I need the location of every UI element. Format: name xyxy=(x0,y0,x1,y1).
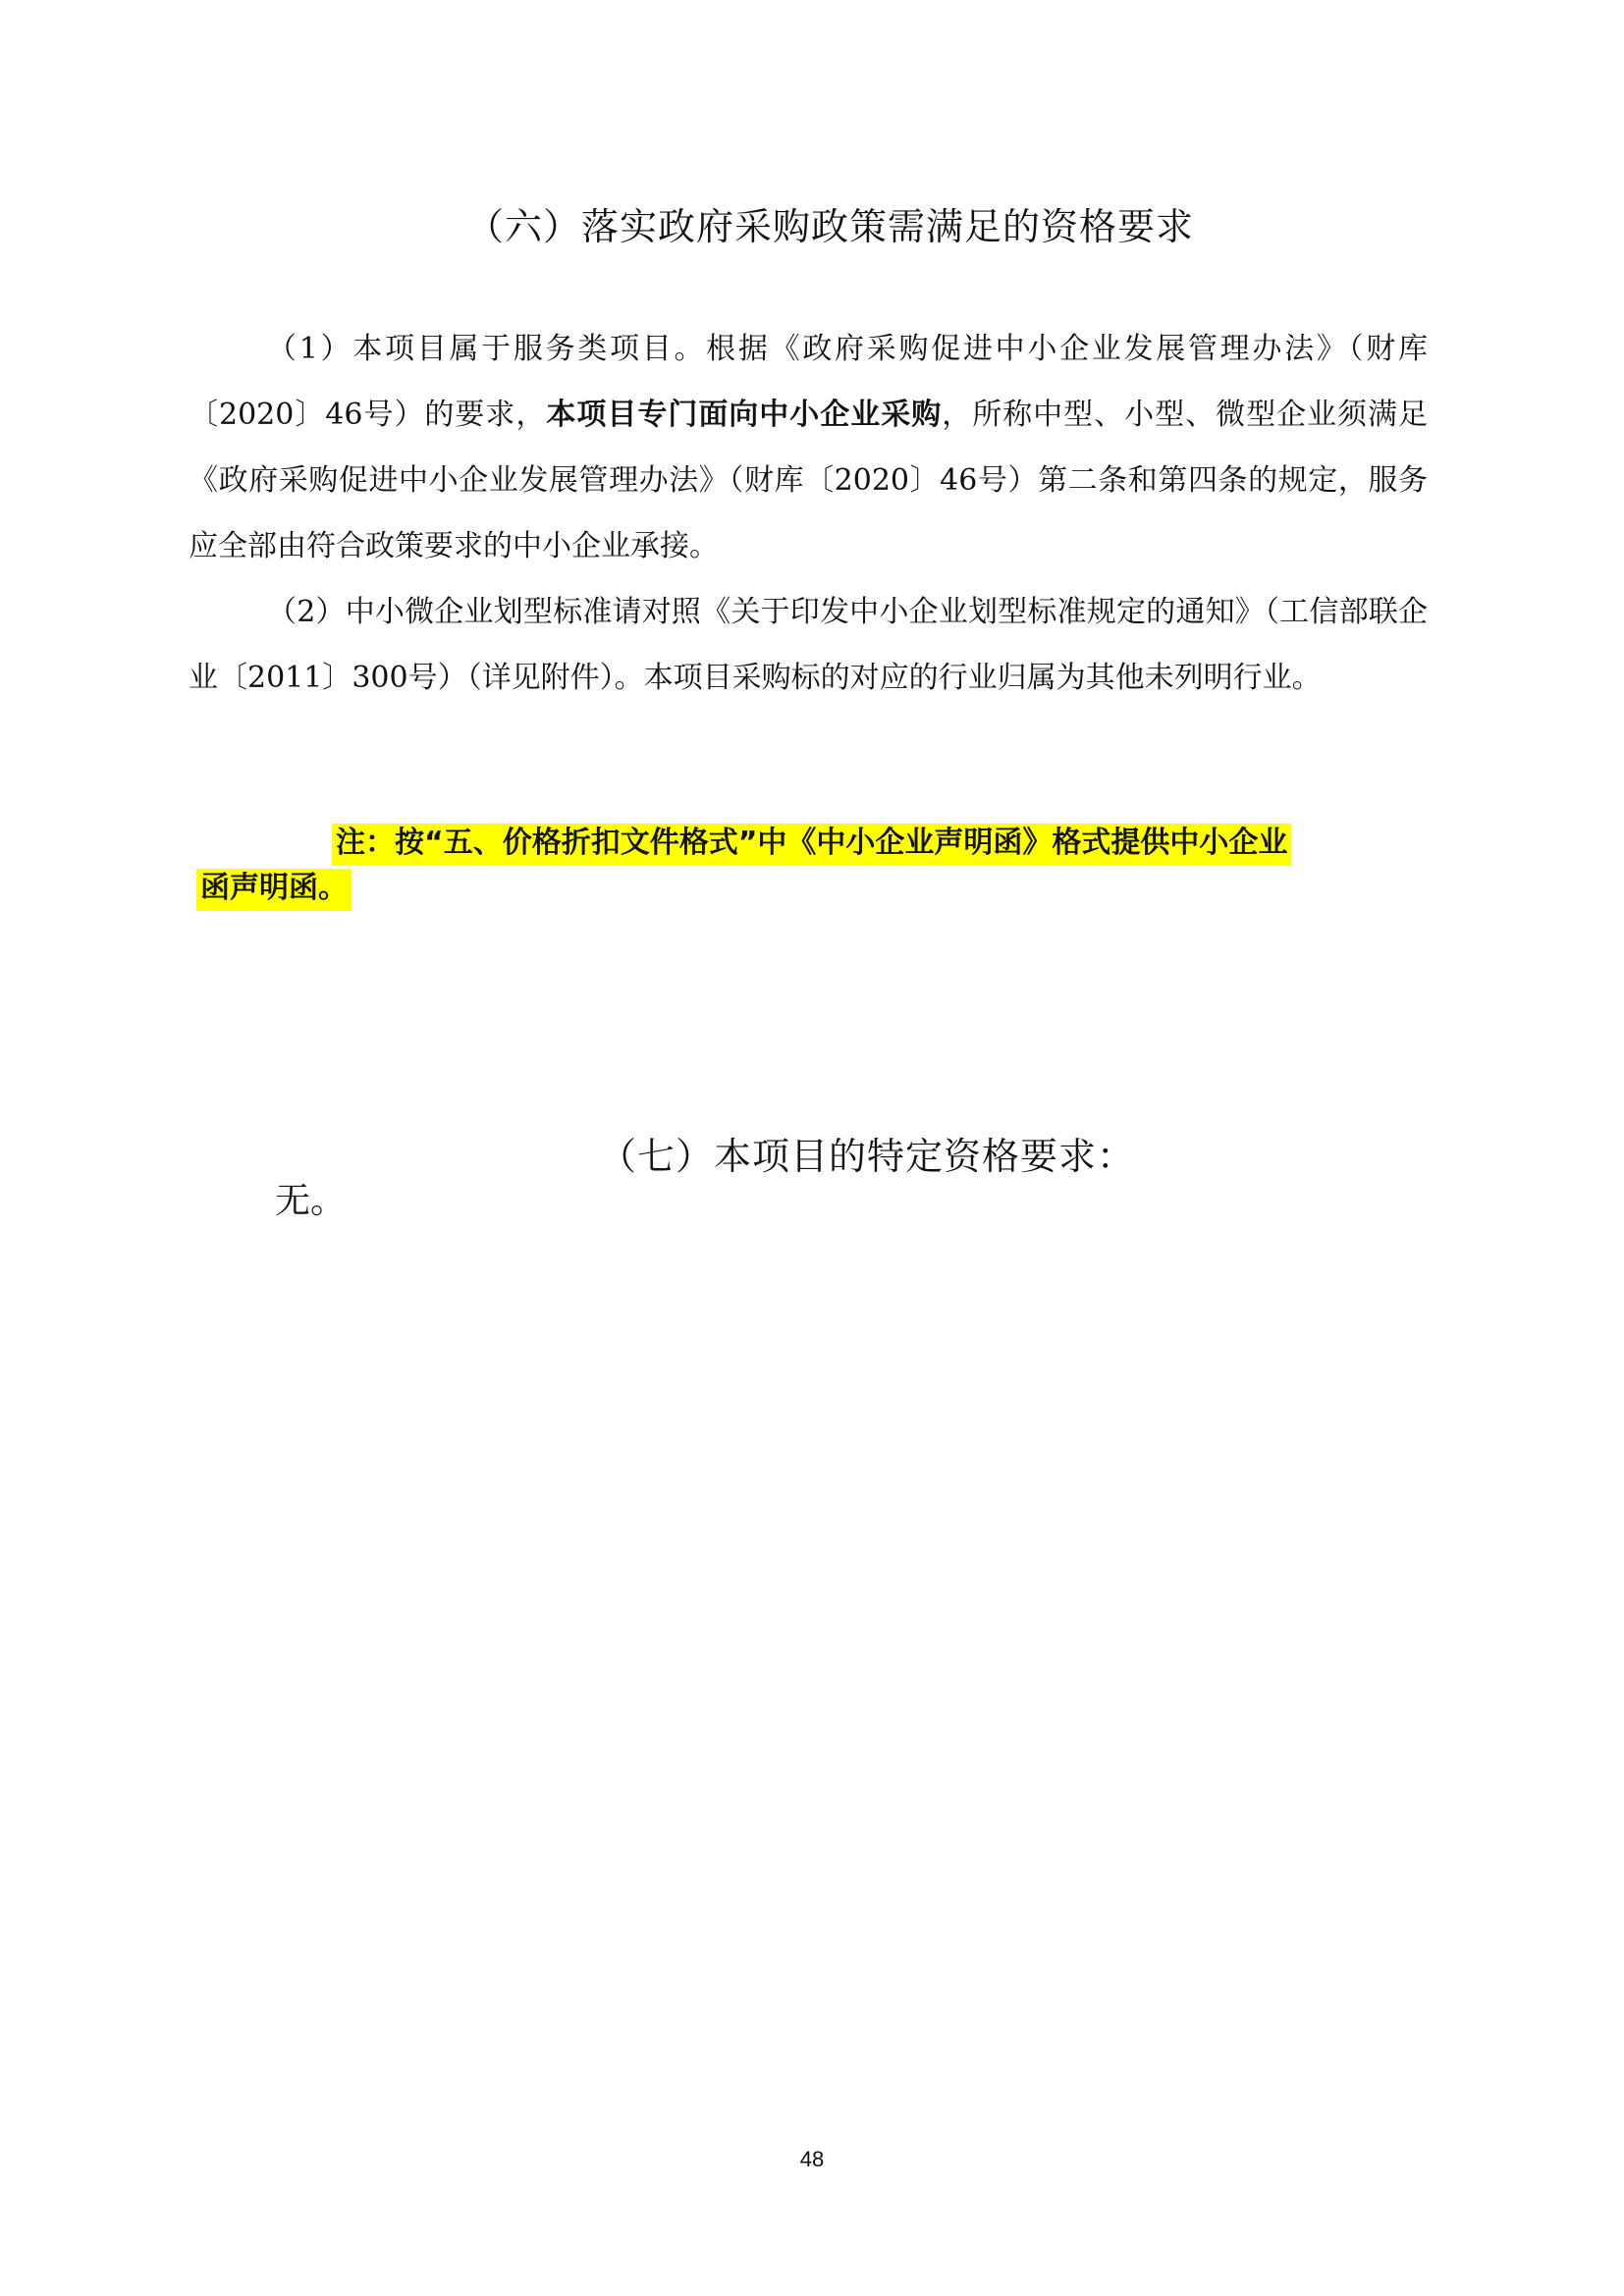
paragraph-1-text-start: （1）本项目属于服务类项目。根据《政府采购促进中小企业发展管理办法》（财库〔2020〕46号）的要求， xyxy=(189,332,1428,432)
page-number: 48 xyxy=(799,2147,825,2171)
section-6-paragraph-2: （2）中小微企业划型标准请对照《关于印发中小企业划型标准规定的通知》（工信部联企业〔2011〕300号）（详见附件）。本项目采购标的对应的行业归属为其他未列明行业。 xyxy=(189,595,1428,695)
paragraph-1-bold-text: 本项目专门面向中小企业采购 xyxy=(546,398,943,432)
highlighted-note xyxy=(196,821,1435,911)
section-7-content: 无。 xyxy=(275,1181,347,1221)
note-line-1-wrapper xyxy=(196,821,1435,866)
note-line-2-wrapper xyxy=(196,866,1435,911)
note-line-1: 注：按“五、价格折扣文件格式”中《中小企业声明函》格式提供中小企业 xyxy=(332,824,1291,866)
paragraph-1-text-end: ，所称中型、小型、微型企业须满足《政府采购促进中小企业发展管理办法》（财库〔2020〕46号）第二条和第四条的规定，服务应全部由符合政策要求的中小企业承接。 xyxy=(189,398,1429,563)
section-6-heading: （六）落实政府采购政策需满足的资格要求 xyxy=(466,205,1195,248)
section-6-paragraph-1 xyxy=(189,316,1428,579)
note-line-2: 函声明函。 xyxy=(196,869,352,911)
section-7-heading: （七）本项目的特定资格要求： xyxy=(599,1135,1136,1178)
